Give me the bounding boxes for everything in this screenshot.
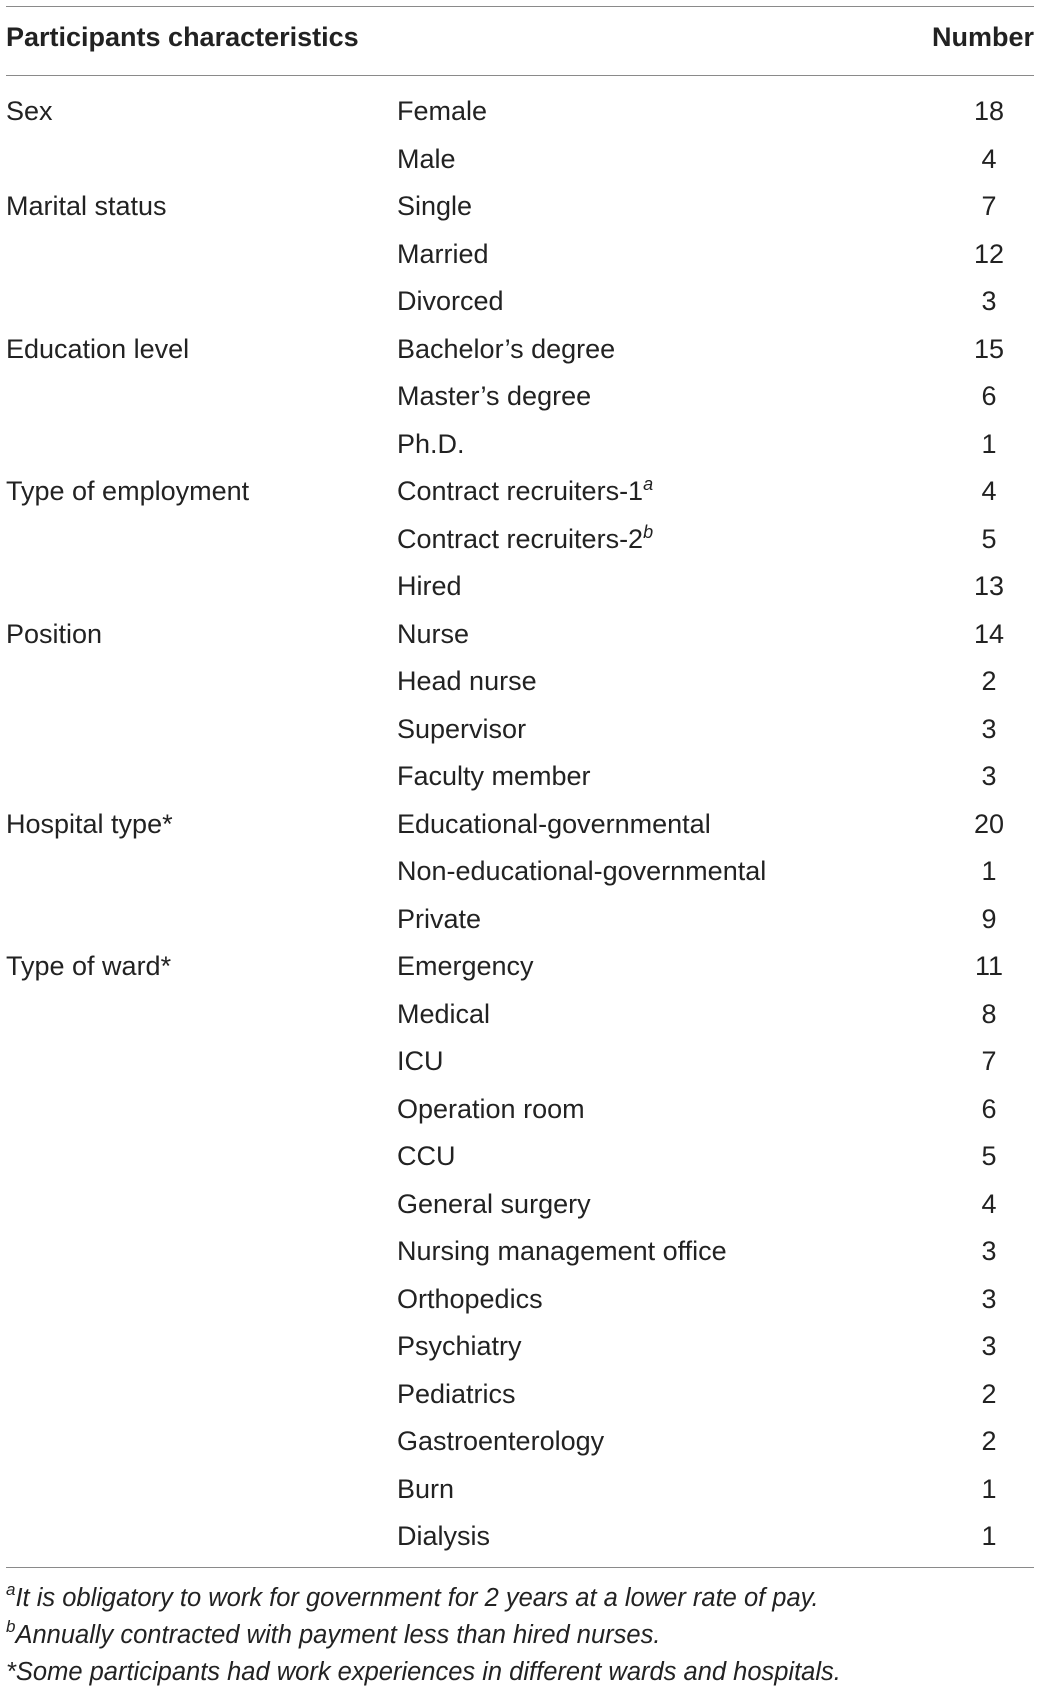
table-row: [6, 753, 1034, 801]
table-row: [6, 848, 1034, 896]
row-number: 3: [981, 761, 997, 791]
row-number: 5: [981, 523, 997, 554]
table-row: [6, 943, 1034, 991]
row-value: [397, 231, 489, 279]
row-number: 4: [981, 476, 997, 506]
row-value-text: Non-educational-governmental: [397, 856, 767, 886]
table-row: [6, 1181, 1034, 1229]
row-value-text: Male: [397, 143, 456, 174]
row-number: 7: [981, 191, 997, 221]
row-value: [397, 421, 465, 469]
table-row: [6, 1228, 1034, 1276]
row-value: [397, 1228, 727, 1276]
row-value: [397, 1513, 490, 1561]
footnote: [6, 1580, 1034, 1617]
row-number: 4: [981, 143, 997, 174]
row-number: 7: [981, 1046, 997, 1076]
table-row: [6, 373, 1034, 421]
row-value: [397, 278, 504, 326]
table-row: [6, 991, 1034, 1039]
table-top-rule: [6, 6, 1034, 7]
row-value-text: Medical: [397, 998, 491, 1029]
table-row: [6, 1418, 1034, 1466]
footnotes: [6, 1580, 1034, 1691]
row-number: 3: [981, 1331, 997, 1361]
table-row: [6, 278, 1034, 326]
table-row: [6, 658, 1034, 706]
footnote-marker: b: [643, 521, 654, 542]
table-row: [6, 421, 1034, 469]
row-number: 15: [973, 333, 1005, 364]
row-value-text: Contract recruiters-2: [397, 523, 644, 554]
table-row: [6, 1371, 1034, 1419]
row-value-text: Private: [397, 903, 482, 934]
row-value: [397, 896, 481, 944]
row-value-text: Orthopedics: [397, 1283, 543, 1314]
row-number: 11: [974, 951, 1004, 981]
row-number: 3: [981, 1283, 997, 1314]
row-value-text: CCU: [397, 1141, 456, 1171]
table-row: [6, 801, 1034, 849]
row-number: 1: [981, 856, 997, 886]
row-value: [397, 658, 537, 706]
footnote-text: Annually contracted with payment less than hired nurses.: [15, 1621, 661, 1649]
row-value-text: Bachelor’s degree: [397, 333, 616, 364]
row-value: [397, 326, 615, 374]
row-value-text: Head nurse: [397, 666, 537, 696]
row-value-text: ICU: [397, 1046, 444, 1076]
table-row: [6, 1276, 1034, 1324]
row-value-text: Burn: [397, 1473, 455, 1504]
table-row: [6, 1133, 1034, 1181]
row-value-text: Hired: [397, 571, 462, 601]
row-value-text: Operation room: [397, 1093, 585, 1124]
row-value-text: Master’s degree: [397, 381, 592, 411]
table-row: [6, 1466, 1034, 1514]
row-number: 2: [981, 1426, 997, 1456]
row-value-text: Faculty member: [397, 761, 591, 791]
row-value-text: Supervisor: [397, 713, 527, 744]
row-value: [397, 563, 462, 611]
row-value-text: Nurse: [397, 618, 470, 649]
row-value: [397, 373, 591, 421]
row-value: [397, 1466, 454, 1514]
table-row: [6, 1038, 1034, 1086]
table-row: [6, 231, 1034, 279]
row-category: Hospital type*: [6, 808, 173, 839]
row-value: [397, 1276, 543, 1324]
row-value-text: Educational-governmental: [397, 808, 711, 839]
row-value: [397, 136, 456, 184]
footnote: [6, 1617, 1034, 1654]
footnote-text: *Some participants had work experiences in different wards and hospitals.: [6, 1658, 841, 1686]
footnote-text: It is obligatory to work for government for 2 years at a lower rate of pay.: [15, 1584, 819, 1612]
row-value-text: Ph.D.: [397, 428, 465, 459]
row-number: 5: [981, 1141, 997, 1171]
row-value-text: Married: [397, 238, 489, 269]
column-header-characteristics: Participants characteristics: [6, 22, 359, 52]
footnote-mark: b: [6, 1617, 16, 1636]
row-number: 2: [981, 1378, 997, 1409]
row-value: [397, 848, 766, 896]
row-value-text: Gastroenterology: [397, 1426, 605, 1456]
row-value-text: General surgery: [397, 1188, 591, 1219]
table-row: [6, 1323, 1034, 1371]
row-number: 8: [981, 998, 997, 1029]
row-value: [397, 468, 653, 516]
column-header-number: Number: [931, 22, 1034, 52]
row-value: [397, 1086, 585, 1134]
row-value: [397, 706, 526, 754]
table-row: [6, 896, 1034, 944]
header-rule: [6, 75, 1034, 76]
row-value: [397, 88, 487, 136]
footnote-marker: a: [643, 474, 654, 494]
row-category: Marital status: [6, 191, 167, 221]
row-value: [397, 943, 534, 991]
row-value: [397, 1133, 456, 1181]
row-value-text: Nursing management office: [397, 1236, 727, 1266]
row-number: 1: [981, 1521, 997, 1551]
row-number: 3: [981, 1236, 997, 1266]
row-value: [397, 1371, 516, 1419]
row-value-text: Contract recruiters-1: [397, 476, 644, 506]
row-value: [397, 1038, 444, 1086]
row-value: [397, 183, 472, 231]
row-value-text: Emergency: [397, 951, 534, 981]
row-number: 9: [981, 903, 997, 934]
row-number: 12: [973, 238, 1005, 269]
table-row: [6, 563, 1034, 611]
row-value-text: Psychiatry: [397, 1331, 522, 1361]
footnote-mark: a: [6, 1580, 16, 1599]
row-value-text: Dialysis: [397, 1521, 491, 1551]
table-row: [6, 1086, 1034, 1134]
row-number: 3: [981, 286, 997, 316]
table-row: [6, 468, 1034, 516]
row-category: Type of employment: [6, 476, 250, 506]
row-number: 13: [973, 571, 1005, 601]
row-number: 1: [981, 1473, 997, 1504]
footnote: [6, 1654, 1034, 1691]
row-number: 20: [973, 808, 1005, 839]
table-row: [6, 1513, 1034, 1561]
table-row: [6, 88, 1034, 136]
row-number: 18: [973, 96, 1005, 126]
row-value-text: Female: [397, 96, 488, 126]
row-number: 14: [973, 618, 1005, 649]
row-number: 6: [981, 381, 997, 411]
row-value: [397, 516, 653, 564]
row-value: [397, 753, 591, 801]
row-value: [397, 991, 490, 1039]
row-category: Education level: [6, 333, 190, 364]
table-row: [6, 611, 1034, 659]
row-value: [397, 1323, 522, 1371]
row-value-text: Pediatrics: [397, 1378, 516, 1409]
row-number: 4: [981, 1188, 997, 1219]
table-bottom-rule: [6, 1567, 1034, 1568]
table-row: [6, 516, 1034, 564]
row-value-text: Divorced: [397, 286, 504, 316]
row-value: [397, 1181, 591, 1229]
table-row: [6, 326, 1034, 374]
table-row: [6, 183, 1034, 231]
table-row: [6, 136, 1034, 184]
table-row: [6, 706, 1034, 754]
row-value: [397, 1418, 604, 1466]
row-number: 3: [981, 713, 997, 744]
row-value-text: Single: [397, 191, 473, 221]
row-number: 2: [981, 666, 997, 696]
table-body: [6, 88, 1034, 1561]
row-category: Type of ward*: [6, 951, 172, 981]
row-value: [397, 611, 469, 659]
row-category: Position: [6, 618, 103, 649]
row-category: Sex: [6, 96, 53, 126]
row-number: 1: [981, 428, 997, 459]
row-number: 6: [981, 1093, 997, 1124]
row-value: [397, 801, 711, 849]
